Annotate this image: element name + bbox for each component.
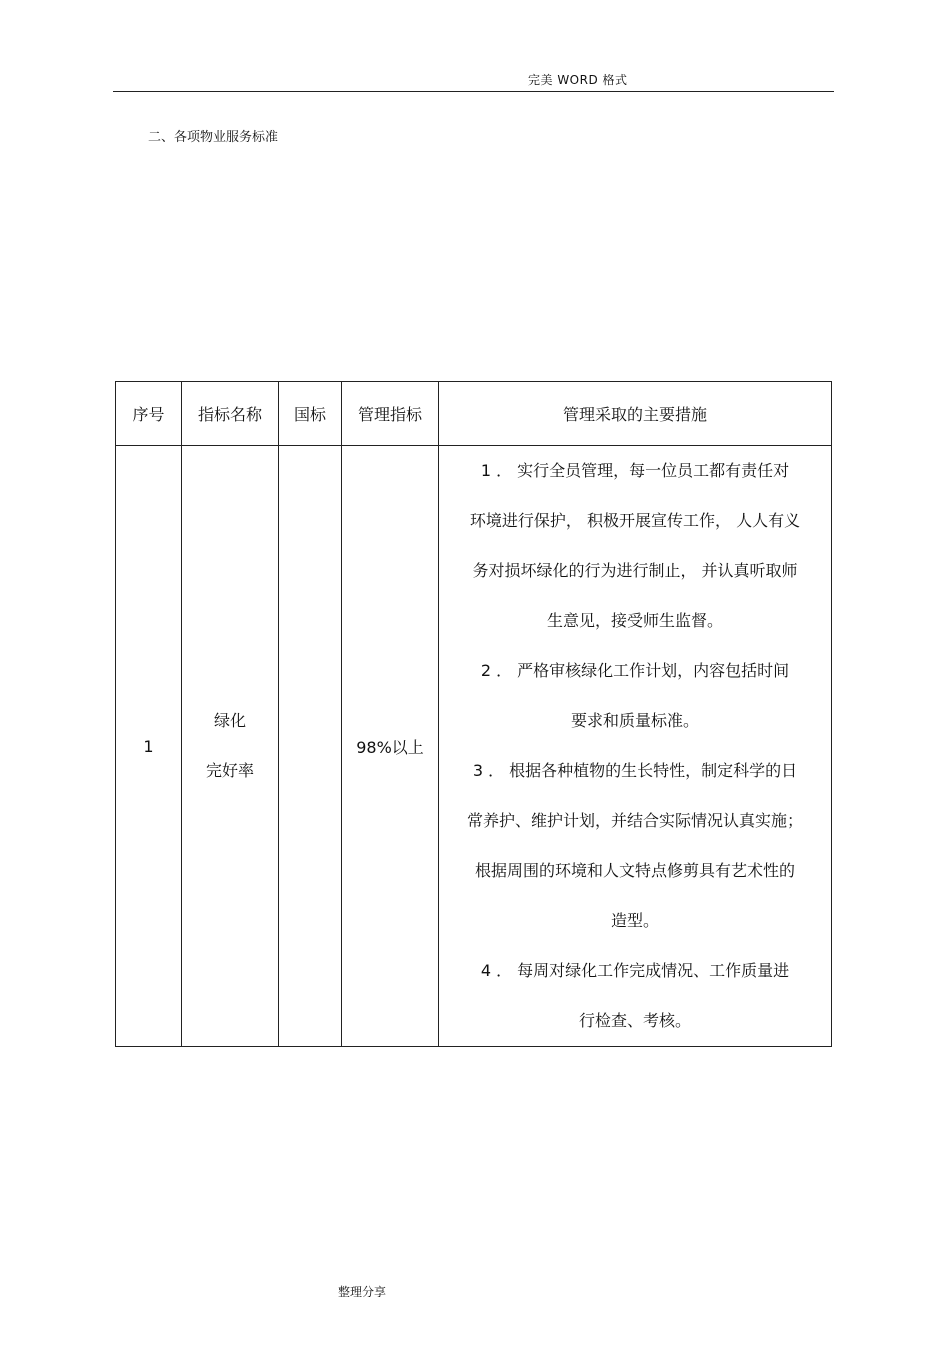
section-title: 二、各项物业服务标准 xyxy=(148,130,279,145)
page-footer-text: 整理分享 xyxy=(338,1285,387,1299)
measure-line: 环境进行保护， 积极开展宣传工作， 人人有义 xyxy=(469,511,801,530)
column-header-name: 指标名称 xyxy=(182,382,279,446)
header-divider xyxy=(113,91,834,92)
column-header-index: 序号 xyxy=(116,382,182,446)
service-standard-table xyxy=(115,381,832,1047)
indicator-name-line: 绿化 xyxy=(213,711,246,730)
measure-line: 生意见，接受师生监督。 xyxy=(546,611,723,630)
column-header-measures: 管理采取的主要措施 xyxy=(439,382,832,446)
measure-line: 常养护、维护计划，并结合实际情况认真实施； xyxy=(466,811,803,830)
measure-line: 4 ． 每周对绿化工作完成情况、工作质量进 xyxy=(480,961,790,980)
cell-index: 1 xyxy=(116,446,182,1047)
table-header-row xyxy=(116,382,832,446)
measure-line: 要求和质量标准。 xyxy=(570,711,699,730)
indicator-name-line: 完好率 xyxy=(205,761,254,780)
column-header-management-target: 管理指标 xyxy=(342,382,439,446)
cell-management-target: 98%以上 xyxy=(342,446,439,1047)
measure-line: 1 ． 实行全员管理，每一位员工都有责任对 xyxy=(480,461,790,480)
cell-indicator-name xyxy=(182,446,279,1047)
measure-line: 2 ． 严格审核绿化工作计划，内容包括时间 xyxy=(480,661,790,680)
measure-line: 造型。 xyxy=(610,911,659,930)
cell-measures xyxy=(439,446,832,1047)
measure-line: 务对损坏绿化的行为进行制止， 并认真听取师 xyxy=(472,561,798,580)
measure-line: 3 ． 根据各种植物的生长特性，制定科学的日 xyxy=(472,761,798,780)
table-row xyxy=(116,446,832,1047)
page-header-title: 完美 WORD 格式 xyxy=(528,73,628,87)
measure-line: 行检查、考核。 xyxy=(578,1011,691,1030)
cell-national-standard xyxy=(279,446,342,1047)
measure-line: 根据周围的环境和人文特点修剪具有艺术性的 xyxy=(474,861,795,880)
column-header-national-standard: 国标 xyxy=(279,382,342,446)
